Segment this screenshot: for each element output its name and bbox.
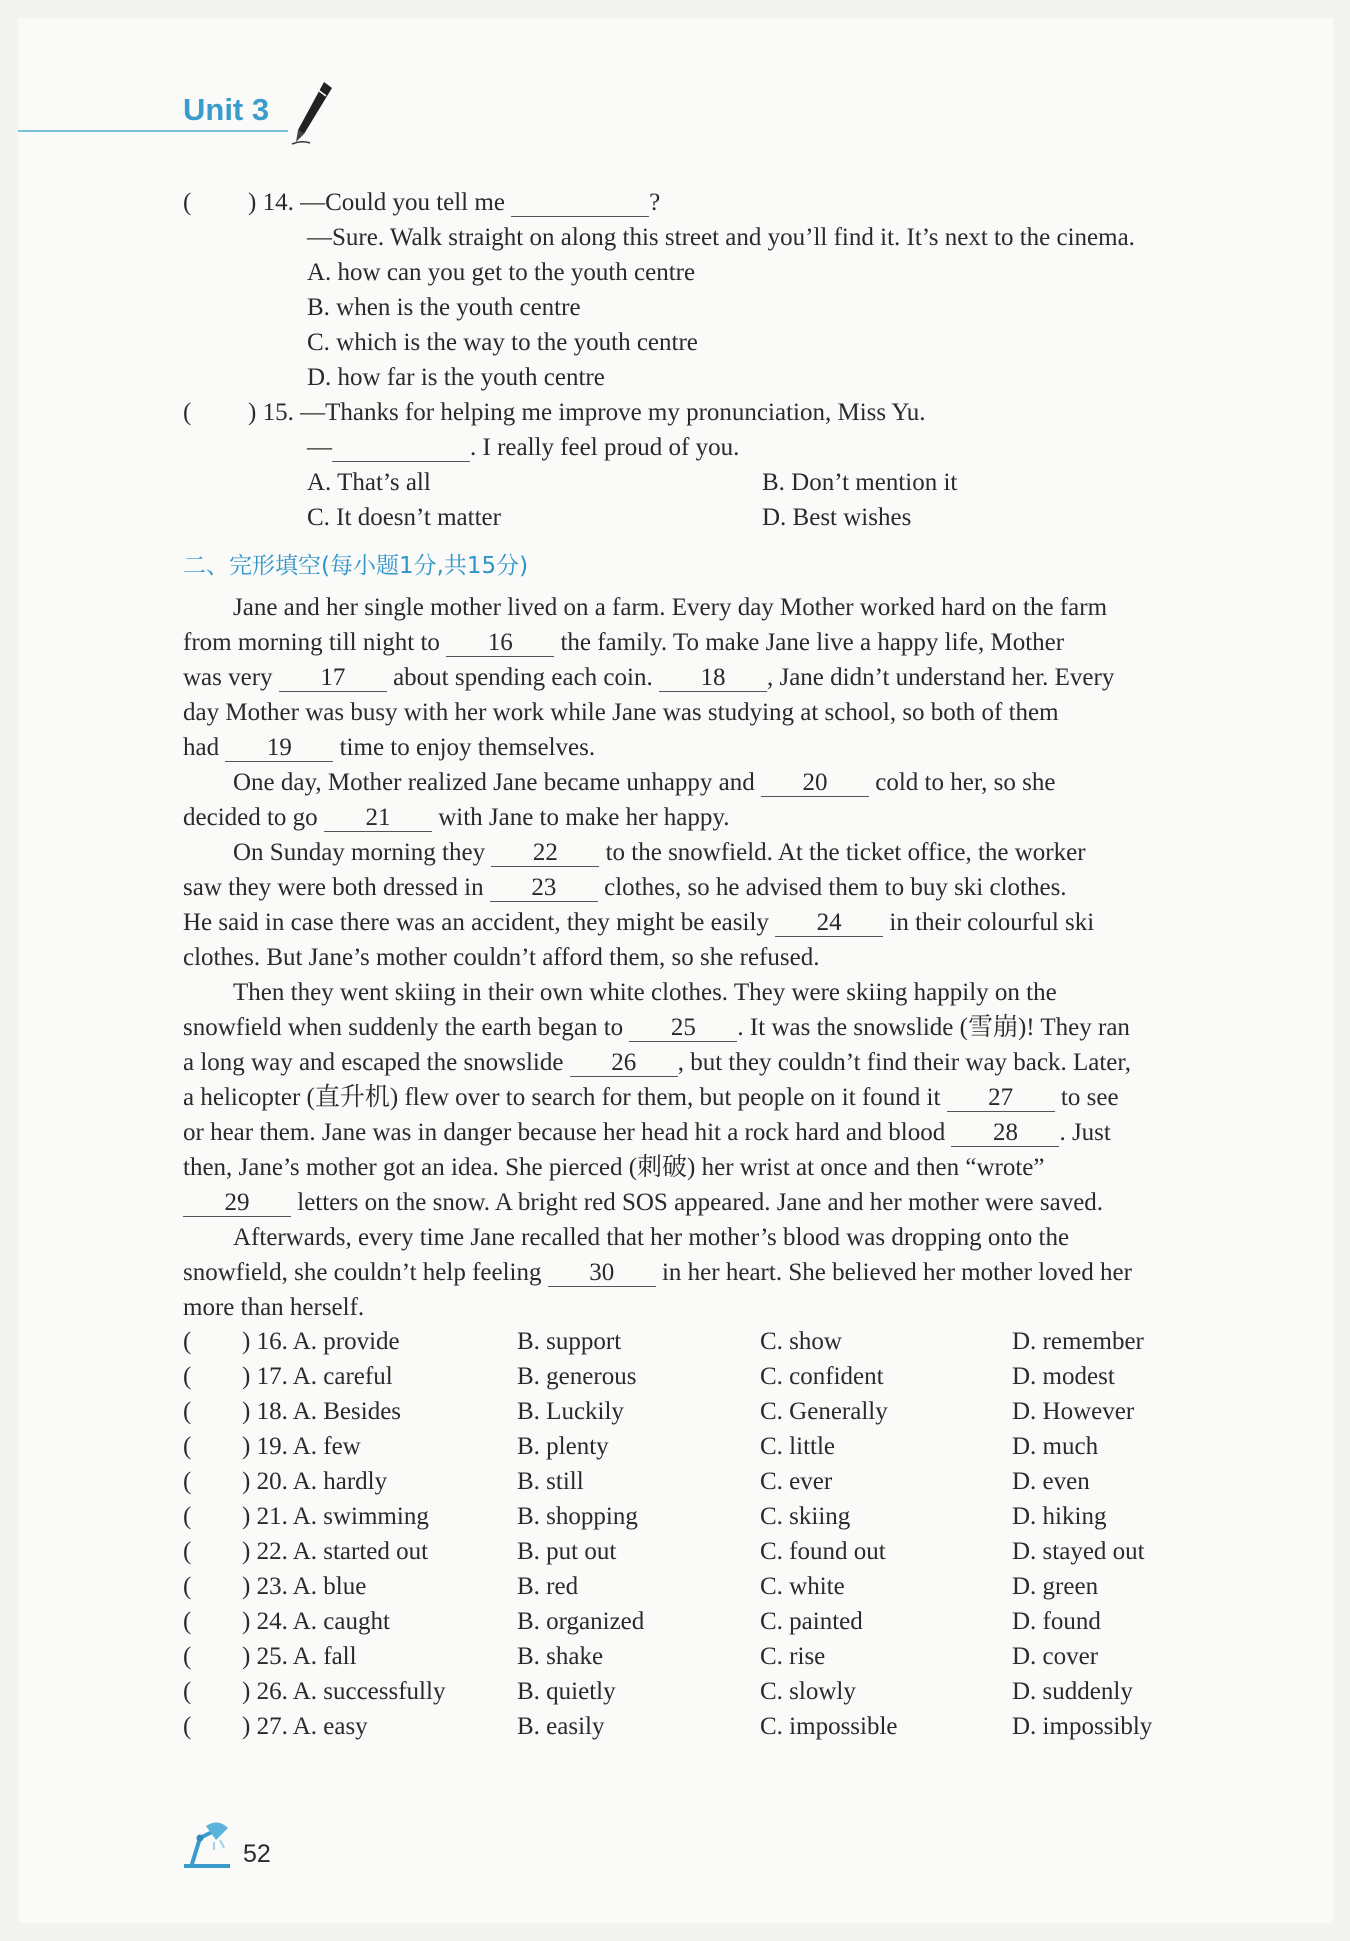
- choice-option: B. red: [517, 1573, 579, 1600]
- choice-option: C. little: [760, 1433, 835, 1460]
- answer-blank[interactable]: 16: [446, 630, 554, 657]
- question-14-end: ?: [649, 189, 661, 216]
- passage-line: [183, 1083, 1119, 1113]
- choice-row-number: ) 22. A. started out: [242, 1538, 429, 1565]
- option: B. Don’t mention it: [762, 469, 958, 496]
- choice-option: D. much: [1012, 1433, 1099, 1460]
- choice-option: B. plenty: [517, 1433, 609, 1460]
- answer-blank[interactable]: 17: [279, 665, 387, 692]
- passage-text: with Jane to make her happy.: [438, 804, 730, 831]
- passage-text: snowfield when suddenly the earth began to: [183, 1014, 624, 1041]
- choice-option: B. shake: [517, 1643, 604, 1670]
- question-14: [248, 188, 660, 218]
- answer-blank[interactable]: 30: [548, 1260, 656, 1287]
- choice-option: D. found: [1012, 1608, 1101, 1635]
- passage-text: had: [183, 734, 220, 761]
- answer-blank[interactable]: 20: [761, 770, 869, 797]
- passage-line: [233, 768, 1055, 798]
- option: A. how can you get to the youth centre: [307, 259, 696, 286]
- passage-text: He said in case there was an accident, they might be easily: [183, 909, 769, 936]
- answer-paren[interactable]: (: [183, 1608, 192, 1635]
- passage-text: . It was the snowslide (雪崩)! They ran: [737, 1014, 1130, 1041]
- passage-line: [183, 1048, 1131, 1078]
- choice-row-number: ) 27. A. easy: [242, 1713, 368, 1740]
- passage-text: time to enjoy themselves.: [339, 734, 596, 761]
- choice-option: B. still: [517, 1468, 584, 1495]
- choice-row-number: ) 21. A. swimming: [242, 1503, 429, 1530]
- passage-text: in their colourful ski: [889, 909, 1095, 936]
- passage-line: [183, 908, 1094, 938]
- passage-text: , but they couldn’t find their way back. Later,: [677, 1049, 1131, 1076]
- choice-option: D. hiking: [1012, 1503, 1107, 1530]
- answer-paren[interactable]: (: [183, 1398, 192, 1425]
- question-15-response: [307, 433, 739, 463]
- passage-line: then, Jane’s mother got an idea. She pierced (刺破) her wrist at once and then “wrote”: [183, 1154, 1045, 1181]
- choice-option: B. shopping: [517, 1503, 638, 1530]
- passage-line: [183, 1013, 1130, 1043]
- answer-paren[interactable]: (: [183, 1573, 192, 1600]
- passage-line: [183, 1188, 1103, 1218]
- unit-title: Unit 3: [183, 92, 270, 127]
- option: A. That’s all: [307, 469, 431, 496]
- question-15-stem: ) 15. —Thanks for helping me improve my pronunciation, Miss Yu.: [248, 399, 926, 426]
- desk-lamp-icon: [178, 1818, 236, 1872]
- choice-option: C. white: [760, 1573, 845, 1600]
- choice-option: C. painted: [760, 1608, 863, 1635]
- passage-text: was very: [183, 664, 273, 691]
- option: C. It doesn’t matter: [307, 504, 501, 531]
- answer-blank[interactable]: 18: [659, 665, 767, 692]
- answer-paren[interactable]: (: [183, 1328, 192, 1355]
- answer-blank[interactable]: [511, 190, 649, 217]
- answer-paren[interactable]: (: [183, 1678, 192, 1705]
- passage-line: [233, 838, 1086, 868]
- answer-paren[interactable]: (: [183, 1468, 192, 1495]
- answer-blank[interactable]: 19: [225, 735, 333, 762]
- choice-option: B. support: [517, 1328, 622, 1355]
- choice-row-number: ) 25. A. fall: [242, 1643, 357, 1670]
- answer-paren[interactable]: (: [183, 1363, 192, 1390]
- passage-line: Afterwards, every time Jane recalled that her mother’s blood was dropping onto the: [233, 1224, 1070, 1251]
- choice-option: C. slowly: [760, 1678, 856, 1705]
- passage-text: letters on the snow. A bright red SOS appeared. Jane and her mother were saved.: [297, 1189, 1104, 1216]
- passage-line: clothes. But Jane’s mother couldn’t afford them, so she refused.: [183, 944, 820, 971]
- passage-text: clothes, so he advised them to buy ski clothes.: [604, 874, 1067, 901]
- choice-option: D. remember: [1012, 1328, 1144, 1355]
- answer-blank[interactable]: 25: [629, 1015, 737, 1042]
- choice-option: C. ever: [760, 1468, 833, 1495]
- choice-option: B. quietly: [517, 1678, 616, 1705]
- choice-option: D. green: [1012, 1573, 1099, 1600]
- answer-blank[interactable]: 29: [183, 1190, 291, 1217]
- page-number: 52: [243, 1840, 271, 1868]
- answer-blank[interactable]: 23: [490, 875, 598, 902]
- passage-line: [183, 628, 1064, 658]
- passage-text: about spending each coin.: [393, 664, 653, 691]
- option: D. how far is the youth centre: [307, 364, 605, 391]
- passage-text: the family. To make Jane live a happy life, Mother: [560, 629, 1065, 656]
- choice-option: D. suddenly: [1012, 1678, 1133, 1705]
- choice-row-number: ) 19. A. few: [242, 1433, 361, 1460]
- answer-paren: (: [183, 399, 192, 426]
- answer-paren: (: [183, 189, 192, 216]
- answer-blank[interactable]: 28: [951, 1120, 1059, 1147]
- option: C. which is the way to the youth centre: [307, 329, 698, 356]
- answer-paren[interactable]: (: [183, 1713, 192, 1740]
- passage-line: [183, 1118, 1111, 1148]
- choice-option: C. skiing: [760, 1503, 851, 1530]
- choice-option: D. cover: [1012, 1643, 1099, 1670]
- passage-text: saw they were both dressed in: [183, 874, 484, 901]
- passage-text: in her heart. She believed her mother loved her: [661, 1259, 1132, 1286]
- answer-blank[interactable]: 27: [947, 1085, 1055, 1112]
- passage-text: decided to go: [183, 804, 318, 831]
- passage-line: [183, 663, 1114, 693]
- choice-option: C. confident: [760, 1363, 884, 1390]
- passage-text: One day, Mother realized Jane became unhappy and: [233, 769, 755, 796]
- choice-option: C. found out: [760, 1538, 886, 1565]
- choice-option: B. easily: [517, 1713, 605, 1740]
- choice-row-number: ) 20. A. hardly: [242, 1468, 388, 1495]
- passage-text: to see: [1060, 1084, 1119, 1111]
- question-14-stem: ) 14. —Could you tell me: [248, 189, 505, 216]
- choice-row-number: ) 16. A. provide: [242, 1328, 400, 1355]
- passage-line: [183, 1258, 1132, 1288]
- choice-option: D. stayed out: [1012, 1538, 1145, 1565]
- passage-text: a helicopter (直升机) flew over to search for them, but people on it found it: [183, 1084, 941, 1111]
- dash: —: [307, 434, 332, 461]
- passage-text: On Sunday morning they: [233, 839, 486, 866]
- passage-text: or hear them. Jane was in danger because her head hit a rock hard and blood: [183, 1119, 946, 1146]
- passage-line: [183, 873, 1067, 903]
- header-rule: [18, 130, 288, 132]
- choice-row-number: ) 24. A. caught: [242, 1608, 390, 1635]
- question-14-response: —Sure. Walk straight on along this street and you’ll find it. It’s next to the cinema.: [307, 224, 1135, 251]
- answer-blank[interactable]: 24: [775, 910, 883, 937]
- choice-row-number: ) 18. A. Besides: [242, 1398, 402, 1425]
- passage-text: to the snowfield. At the ticket office, the worker: [605, 839, 1086, 866]
- passage-line: Jane and her single mother lived on a farm. Every day Mother worked hard on the farm: [233, 594, 1108, 621]
- choice-option: B. put out: [517, 1538, 617, 1565]
- passage-line: day Mother was busy with her work while Jane was studying at school, so both of them: [183, 699, 1059, 726]
- choice-option: D. modest: [1012, 1363, 1115, 1390]
- section-heading: 二、完形填空(每小题1分,共15分): [183, 553, 529, 579]
- passage-text: a long way and escaped the snowslide: [183, 1049, 564, 1076]
- choice-row-number: ) 26. A. successfully: [242, 1678, 446, 1705]
- choice-option: C. impossible: [760, 1713, 898, 1740]
- passage-line: [183, 733, 595, 763]
- passage-text: snowfield, she couldn’t help feeling: [183, 1259, 542, 1286]
- answer-blank[interactable]: 26: [570, 1050, 678, 1077]
- answer-paren[interactable]: (: [183, 1643, 192, 1670]
- passage-line: more than herself.: [183, 1294, 365, 1321]
- answer-blank[interactable]: 21: [324, 805, 432, 832]
- choice-row-number: ) 17. A. careful: [242, 1363, 393, 1390]
- choice-option: D. impossibly: [1012, 1713, 1153, 1740]
- choice-option: B. generous: [517, 1363, 637, 1390]
- passage-text: from morning till night to: [183, 629, 440, 656]
- passage-text: cold to her, so she: [875, 769, 1056, 796]
- choice-option: D. even: [1012, 1468, 1090, 1495]
- choice-option: C. Generally: [760, 1398, 888, 1425]
- choice-option: C. show: [760, 1328, 842, 1355]
- choice-option: B. Luckily: [517, 1398, 624, 1425]
- passage-line: Then they went skiing in their own white clothes. They were skiing happily on the: [233, 979, 1057, 1006]
- answer-paren[interactable]: (: [183, 1503, 192, 1530]
- response-text: . I really feel proud of you.: [470, 434, 740, 461]
- choice-row-number: ) 23. A. blue: [242, 1573, 367, 1600]
- answer-paren[interactable]: (: [183, 1538, 192, 1565]
- answer-blank[interactable]: 22: [491, 840, 599, 867]
- choice-option: C. rise: [760, 1643, 826, 1670]
- option: B. when is the youth centre: [307, 294, 581, 321]
- answer-blank[interactable]: [332, 435, 470, 462]
- passage-line: [183, 803, 730, 833]
- passage-text: , Jane didn’t understand her. Every: [766, 664, 1115, 691]
- answer-paren[interactable]: (: [183, 1433, 192, 1460]
- choice-option: D. However: [1012, 1398, 1135, 1425]
- option: D. Best wishes: [762, 504, 912, 531]
- choice-option: B. organized: [517, 1608, 645, 1635]
- passage-text: . Just: [1059, 1119, 1111, 1146]
- pen-icon: [288, 80, 334, 146]
